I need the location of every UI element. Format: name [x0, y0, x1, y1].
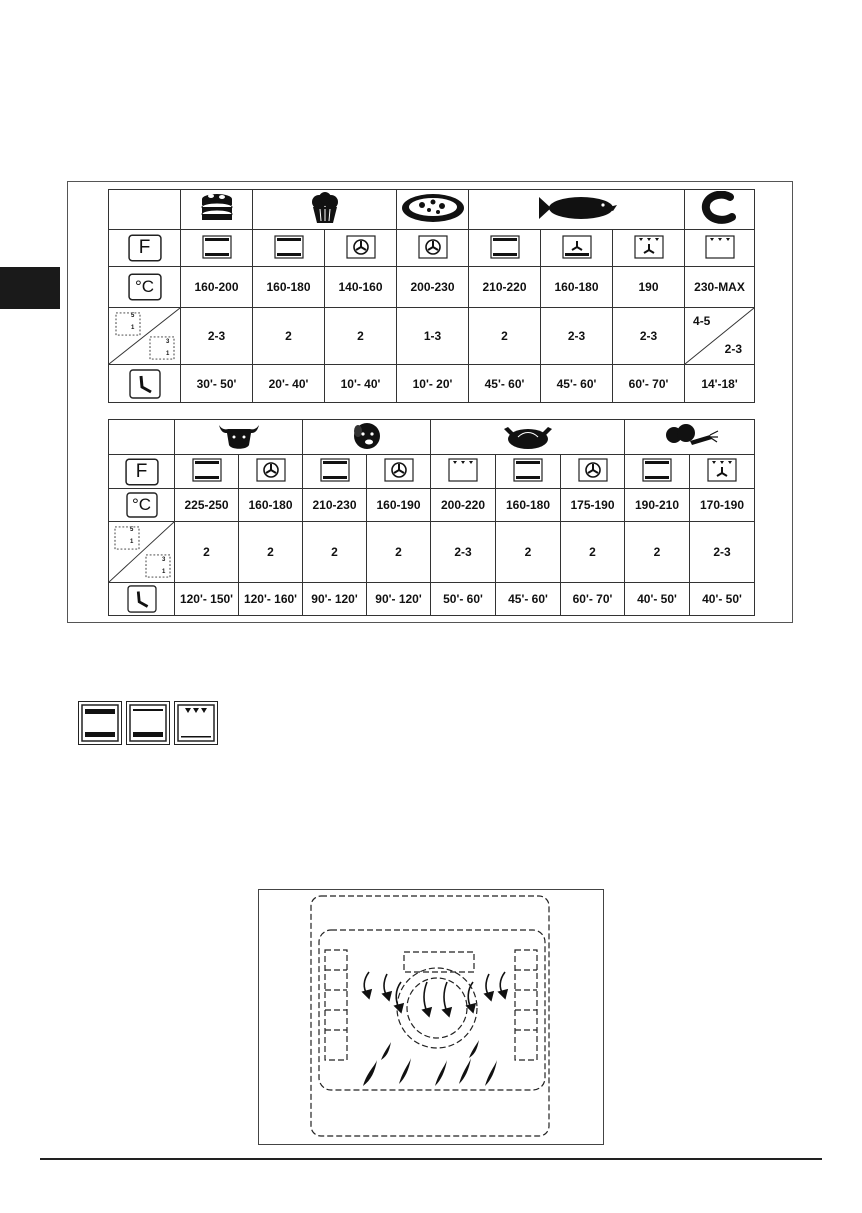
shelf-number: 1: [131, 325, 135, 331]
bottom-heat-icon: [126, 701, 170, 745]
top-bottom-heat-icon: [78, 701, 122, 745]
shelf-position-icon: [109, 308, 181, 365]
grill-icon: [685, 230, 755, 267]
footer-rule: [40, 1158, 822, 1160]
function-label-cell: [109, 455, 175, 489]
top-bottom-heat-icon: [303, 455, 367, 489]
shelf-cell: 2-3: [690, 522, 755, 583]
time-cell: 10'- 20': [397, 365, 469, 403]
oven-fan-airflow-icon: [259, 890, 603, 1144]
oven-airflow-illustration: [258, 889, 604, 1145]
chicken-icon: [431, 420, 625, 455]
temperature-cell: 160-180: [496, 489, 561, 522]
shelf-cell: 2-3: [431, 522, 496, 583]
temperature-cell: 160-200: [181, 267, 253, 308]
time-cell: 14'-18': [685, 365, 755, 403]
shelf-cell: 2: [469, 308, 541, 365]
time-cell: 60'- 70': [613, 365, 685, 403]
time-label-cell: [109, 583, 175, 616]
grill-fan-icon: [613, 230, 685, 267]
time-cell: 40'- 50': [625, 583, 690, 616]
temperature-row: [109, 267, 755, 308]
shelf-cell: 2: [239, 522, 303, 583]
function-icon: F: [138, 237, 151, 258]
beef-icon: [175, 420, 303, 455]
cooking-table-top: [108, 189, 755, 403]
vegetables-icon: [625, 420, 755, 455]
shelf-cell: 2: [496, 522, 561, 583]
grill-fan-icon: [690, 455, 755, 489]
shelf-cell: 2: [625, 522, 690, 583]
temperature-cell: 160-180: [239, 489, 303, 522]
shelf-number: 1: [130, 539, 134, 545]
shelf-value-upper: 4-5: [693, 314, 711, 328]
cake-icon: [181, 190, 253, 230]
fish-icon: [469, 190, 685, 230]
time-label-cell: [109, 365, 181, 403]
shelf-cell-split: [685, 308, 755, 365]
fan-heat-icon: [325, 230, 397, 267]
pizza-icon: [397, 190, 469, 230]
time-cell: 20'- 40': [253, 365, 325, 403]
grill-icon: [431, 455, 496, 489]
lamb-icon: [303, 420, 431, 455]
temperature-cell: 230-MAX: [685, 267, 755, 308]
shelf-cell: 2: [175, 522, 239, 583]
fan-heat-icon: [561, 455, 625, 489]
time-cell: 45'- 60': [496, 583, 561, 616]
thermometer-icon: °C: [134, 277, 155, 296]
temperature-label-cell: [109, 267, 181, 308]
shelf-row: [109, 308, 755, 365]
thermometer-icon: °C: [131, 495, 152, 514]
time-row: [109, 583, 755, 616]
time-cell: 10'- 40': [325, 365, 397, 403]
temperature-row: [109, 489, 755, 522]
time-cell: 120'- 150': [175, 583, 239, 616]
top-bottom-heat-icon: [496, 455, 561, 489]
shelf-number: 3: [166, 339, 170, 345]
function-icon: F: [135, 460, 148, 482]
temperature-cell: 170-190: [690, 489, 755, 522]
temperature-cell: 140-160: [325, 267, 397, 308]
top-bottom-heat-icon: [469, 230, 541, 267]
food-row: [109, 420, 755, 455]
time-cell: 90'- 120': [367, 583, 431, 616]
time-cell: 45'- 60': [469, 365, 541, 403]
blank-corner-cell: [109, 420, 175, 455]
time-cell: 120'- 160': [239, 583, 303, 616]
muffin-icon: [253, 190, 397, 230]
time-cell: 60'- 70': [561, 583, 625, 616]
section-tab: [0, 267, 60, 309]
shelf-value-lower: 2-3: [724, 342, 743, 356]
blank-corner-cell: [109, 190, 181, 230]
shelf-cell: 2: [325, 308, 397, 365]
temperature-cell: 190-210: [625, 489, 690, 522]
food-row: [109, 190, 755, 230]
shelf-cell: 2-3: [181, 308, 253, 365]
temperature-cell: 210-230: [303, 489, 367, 522]
function-row: [109, 455, 755, 489]
clock-icon: [129, 369, 161, 399]
shelf-cell: 2: [253, 308, 325, 365]
function-label-cell: [109, 230, 181, 267]
fan-heat-icon: [239, 455, 303, 489]
sausage-icon: [685, 190, 755, 230]
temperature-cell: 160-180: [253, 267, 325, 308]
grill-icon: [174, 701, 218, 745]
time-cell: 30'- 50': [181, 365, 253, 403]
fan-bottom-heat-icon: [541, 230, 613, 267]
temperature-cell: 200-220: [431, 489, 496, 522]
mode-legend: [78, 701, 218, 745]
shelf-number: 5: [130, 527, 134, 533]
top-bottom-heat-icon: [181, 230, 253, 267]
time-row: [109, 365, 755, 403]
time-cell: 90'- 120': [303, 583, 367, 616]
shelf-number: 1: [166, 351, 170, 357]
top-bottom-heat-icon: [253, 230, 325, 267]
shelf-cell: 1-3: [397, 308, 469, 365]
temperature-cell: 200-230: [397, 267, 469, 308]
top-bottom-heat-icon: [175, 455, 239, 489]
temperature-cell: 160-190: [367, 489, 431, 522]
shelf-cell: 2-3: [613, 308, 685, 365]
time-cell: 45'- 60': [541, 365, 613, 403]
shelf-row: [109, 522, 755, 583]
function-row: [109, 230, 755, 267]
temperature-cell: 210-220: [469, 267, 541, 308]
temperature-cell: 190: [613, 267, 685, 308]
shelf-cell: 2: [303, 522, 367, 583]
temperature-cell: 175-190: [561, 489, 625, 522]
fan-heat-icon: [367, 455, 431, 489]
shelf-position-icon: [109, 522, 175, 583]
temperature-label-cell: [109, 489, 175, 522]
clock-icon: [126, 585, 158, 613]
shelf-cell: 2: [561, 522, 625, 583]
time-cell: 40'- 50': [690, 583, 755, 616]
shelf-number: 5: [131, 313, 135, 319]
shelf-number: 1: [162, 569, 166, 575]
temperature-cell: 160-180: [541, 267, 613, 308]
time-cell: 50'- 60': [431, 583, 496, 616]
shelf-cell: 2: [367, 522, 431, 583]
temperature-cell: 225-250: [175, 489, 239, 522]
shelf-number: 3: [162, 557, 166, 563]
cooking-table-bottom: [108, 419, 755, 616]
fan-heat-icon: [397, 230, 469, 267]
shelf-cell: 2-3: [541, 308, 613, 365]
top-bottom-heat-icon: [625, 455, 690, 489]
